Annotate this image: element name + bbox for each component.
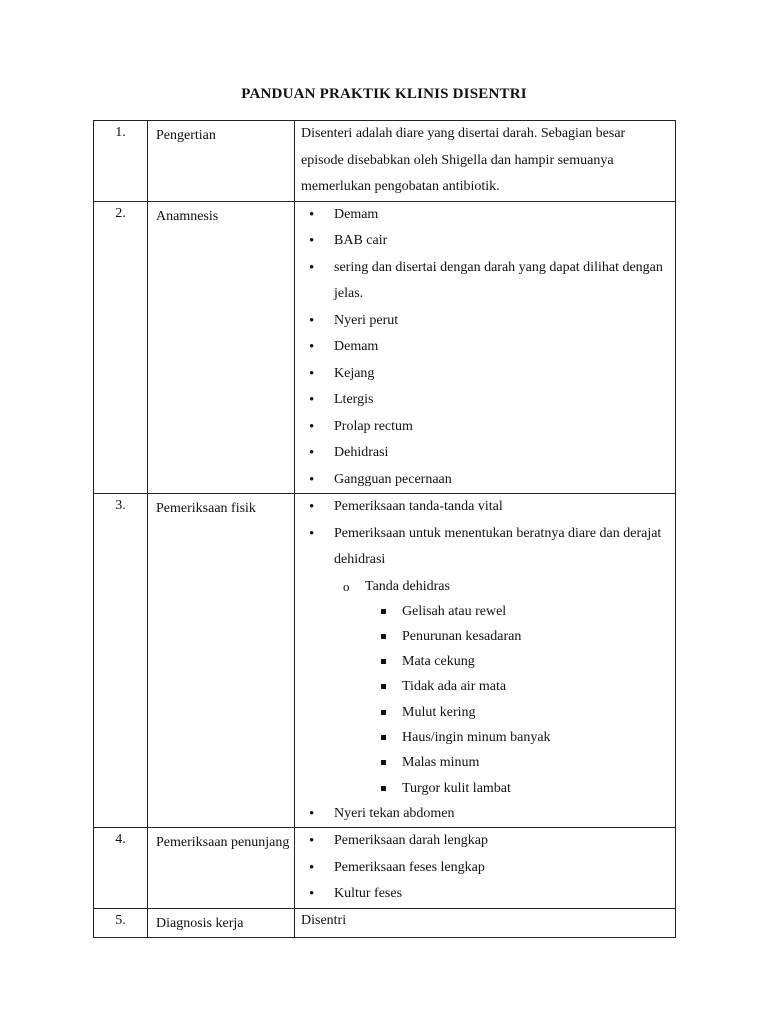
list-item: • Pemeriksaan darah lengkap xyxy=(295,828,669,855)
clinical-guide-table xyxy=(93,120,676,938)
sub-list-item: o Tanda dehidras xyxy=(295,574,669,599)
table-row xyxy=(94,494,676,828)
physical-exam-list-cell xyxy=(295,494,676,828)
list-item: • Demam xyxy=(295,334,669,361)
page-title: PANDUAN PRAKTIK KLINIS DISENTRI xyxy=(241,86,527,102)
list-item: • BAB cair xyxy=(295,228,669,255)
physical-exam-list xyxy=(295,494,669,827)
list-item: • Gangguan pecernaan xyxy=(295,467,669,494)
row-label: Pengertian xyxy=(148,121,295,202)
list-item: • Pemeriksaan feses lengkap xyxy=(295,855,669,882)
sub-sub-list-item: Mulut kering xyxy=(295,700,669,725)
list-item: • Prolap rectum xyxy=(295,414,669,441)
list-item: • Kejang xyxy=(295,361,669,388)
sub-sub-list-item: Tidak ada air mata xyxy=(295,674,669,699)
table-row xyxy=(94,908,676,937)
working-diagnosis-text: Disentri xyxy=(295,908,676,937)
list-item: • Demam xyxy=(295,202,669,229)
row-label: Pemeriksaan penunjang xyxy=(148,828,295,909)
row-label: Anamnesis xyxy=(148,201,295,494)
table-row xyxy=(94,121,676,202)
row-number: 4. xyxy=(94,828,148,909)
sub-sub-list-item: Penurunan kesadaran xyxy=(295,624,669,649)
list-item: • Ltergis xyxy=(295,387,669,414)
list-item: • Dehidrasi xyxy=(295,440,669,467)
row-number: 5. xyxy=(94,908,148,937)
row-label: Pemeriksaan fisik xyxy=(148,494,295,828)
anamnesis-list xyxy=(295,202,669,494)
list-item: • Nyeri perut xyxy=(295,308,669,335)
table-row xyxy=(94,828,676,909)
supporting-exam-list xyxy=(295,828,669,908)
list-item: • Nyeri tekan abdomen xyxy=(295,801,669,828)
table-row xyxy=(94,201,676,494)
definition-text: Disenteri adalah diare yang disertai darah. Sebagian besar episode disebabkan oleh Shigella dan hampir semuanya memerlukan pengobatan antibiotik. xyxy=(295,121,676,202)
sub-sub-list-item: Mata cekung xyxy=(295,649,669,674)
row-number: 1. xyxy=(94,121,148,202)
list-item: • Pemeriksaan untuk menentukan beratnya diare dan derajat dehidrasi xyxy=(295,521,669,574)
anamnesis-list-cell xyxy=(295,201,676,494)
row-label: Diagnosis kerja xyxy=(148,908,295,937)
sub-sub-list-item: Malas minum xyxy=(295,750,669,775)
sub-sub-list-item: Turgor kulit lambat xyxy=(295,776,669,801)
sub-sub-list-item: Haus/ingin minum banyak xyxy=(295,725,669,750)
list-item: • Kultur feses xyxy=(295,881,669,908)
row-number: 3. xyxy=(94,494,148,828)
sub-sub-list-item: Gelisah atau rewel xyxy=(295,599,669,624)
list-item: • sering dan disertai dengan darah yang dapat dilihat dengan jelas. xyxy=(295,255,669,308)
row-number: 2. xyxy=(94,201,148,494)
list-item: • Pemeriksaan tanda-tanda vital xyxy=(295,494,669,521)
supporting-exam-list-cell xyxy=(295,828,676,909)
